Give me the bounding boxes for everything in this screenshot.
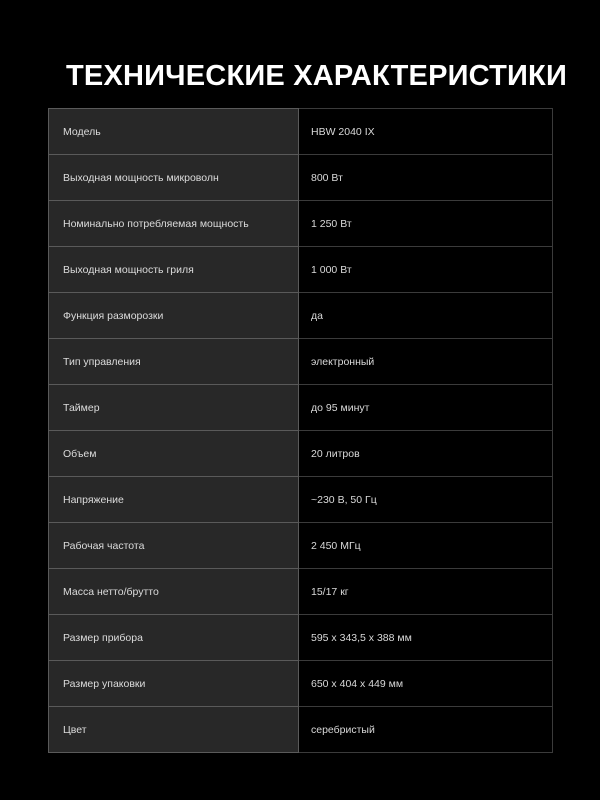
table-row [49, 385, 553, 431]
table-row [49, 615, 553, 661]
table-row [49, 339, 553, 385]
table-row [49, 293, 553, 339]
page-title: ТЕХНИЧЕСКИЕ ХАРАКТЕРИСТИКИ [66, 60, 568, 92]
spec-value-cell: 2 450 МГц [299, 523, 553, 569]
table-row [49, 431, 553, 477]
spec-label-cell: Цвет [49, 707, 299, 753]
spec-value-cell: 1 250 Вт [299, 201, 553, 247]
specifications-table-body [49, 109, 553, 753]
spec-label-cell: Размер прибора [49, 615, 299, 661]
table-row [49, 707, 553, 753]
spec-value-cell: да [299, 293, 553, 339]
spec-label-cell: Объем [49, 431, 299, 477]
spec-value-cell: HBW 2040 IX [299, 109, 553, 155]
spec-value-cell: электронный [299, 339, 553, 385]
spec-label-cell: Размер упаковки [49, 661, 299, 707]
table-row [49, 201, 553, 247]
table-row [49, 523, 553, 569]
spec-value-cell: 20 литров [299, 431, 553, 477]
table-row [49, 155, 553, 201]
spec-value-cell: ~230 В, 50 Гц [299, 477, 553, 523]
spec-value-cell: до 95 минут [299, 385, 553, 431]
spec-label-cell: Функция разморозки [49, 293, 299, 339]
spec-value-cell: серебристый [299, 707, 553, 753]
table-row [49, 569, 553, 615]
spec-label-cell: Номинально потребляемая мощность [49, 201, 299, 247]
spec-label-cell: Выходная мощность гриля [49, 247, 299, 293]
spec-label-cell: Рабочая частота [49, 523, 299, 569]
spec-value-cell: 595 x 343,5 x 388 мм [299, 615, 553, 661]
spec-value-cell: 15/17 кг [299, 569, 553, 615]
table-row [49, 477, 553, 523]
table-row [49, 661, 553, 707]
spec-label-cell: Модель [49, 109, 299, 155]
spec-value-cell: 650 x 404 x 449 мм [299, 661, 553, 707]
spec-label-cell: Таймер [49, 385, 299, 431]
table-row [49, 247, 553, 293]
spec-label-cell: Напряжение [49, 477, 299, 523]
spec-label-cell: Тип управления [49, 339, 299, 385]
spec-label-cell: Выходная мощность микроволн [49, 155, 299, 201]
spec-value-cell: 1 000 Вт [299, 247, 553, 293]
spec-label-cell: Масса нетто/брутто [49, 569, 299, 615]
specifications-table [48, 108, 553, 753]
spec-value-cell: 800 Вт [299, 155, 553, 201]
table-row [49, 109, 553, 155]
